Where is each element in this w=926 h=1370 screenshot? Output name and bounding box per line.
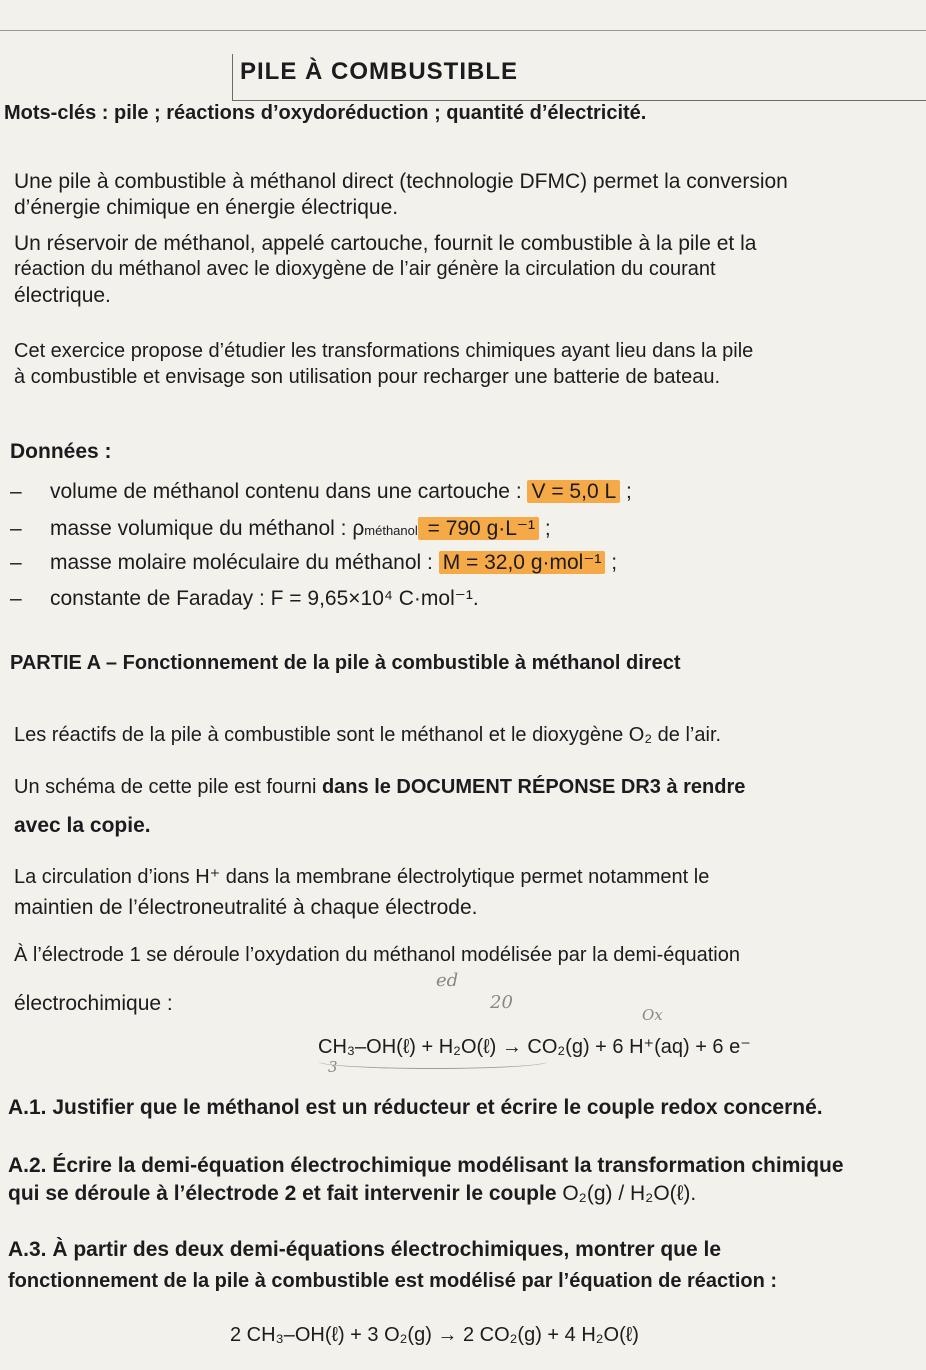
pencil-note-ed: ed [436, 970, 459, 991]
question-a3-l1: A.3. À partir des deux demi-équations électrochimiques, montrer que le [8, 1238, 722, 1261]
donnee-masse-volumique: – masse volumique du méthanol : ρméthanol = 790 g·L⁻¹ ; [10, 517, 551, 540]
partie-a-heading: PARTIE A – Fonctionnement de la pile à combustible à méthanol direct [10, 652, 681, 674]
intro-p1-l1: Une pile à combustible à méthanol direct (technologie DFMC) permet la conversion [14, 170, 788, 193]
intro-p2-l2: réaction du méthanol avec le dioxygène de l’air génère la circulation du courant [14, 258, 716, 280]
top-rule [0, 30, 926, 31]
pencil-note-3: 3 [328, 1058, 338, 1076]
donnee-faraday: – constante de Faraday : F = 9,65×10⁴ C·mol⁻¹. [10, 587, 479, 610]
partie-a-p4-l1: À l’électrode 1 se déroule l’oxydation du méthanol modélisée par la demi-équation [14, 944, 740, 966]
partie-a-p2-l2: avec la copie. [14, 814, 151, 837]
partie-a-p1: Les réactifs de la pile à combustible sont le méthanol et le dioxygène O₂ de l’air. [14, 724, 722, 746]
donnee-volume: – volume de méthanol contenu dans une cartouche : V = 5,0 L ; [10, 480, 632, 503]
question-a2-l2: qui se déroule à l’électrode 2 et fait intervenir le couple O₂(g) / H₂O(ℓ). [8, 1182, 697, 1205]
question-a2-l1: A.2. Écrire la demi-équation électrochimique modélisant la transformation chimique [8, 1154, 844, 1177]
highlight-masse-volumique: = 790 g·L⁻¹ [418, 517, 539, 540]
pencil-note-ox: Ox [642, 1006, 663, 1024]
page-title: PILE À COMBUSTIBLE [240, 58, 519, 85]
intro-p1-l2: d’énergie chimique en énergie électrique. [14, 196, 399, 219]
intro-p3-l1: Cet exercice propose d’étudier les transformations chimiques ayant lieu dans la pile [14, 340, 754, 362]
partie-a-p3-l2: maintien de l’électroneutralité à chaque électrode. [14, 896, 478, 919]
question-a3-l2: fonctionnement de la pile à combustible est modélisé par l’équation de réaction : [8, 1270, 778, 1292]
highlight-masse-molaire: M = 32,0 g·mol⁻¹ [439, 551, 606, 574]
highlight-volume: V = 5,0 L [527, 480, 620, 503]
partie-a-p3-l1: La circulation d’ions H⁺ dans la membrane électrolytique permet notamment le [14, 866, 710, 888]
donnees-heading: Données : [10, 440, 112, 463]
equation-oxydation-methanol: CH₃–OH(ℓ) + H₂O(ℓ) → CO₂(g) + 6 H⁺(aq) + 6 e⁻ [318, 1036, 751, 1058]
equation-bilan: 2 CH₃–OH(ℓ) + 3 O₂(g) → 2 CO₂(g) + 4 H₂O(ℓ) [230, 1324, 639, 1346]
partie-a-p4-l2: électrochimique : [14, 992, 173, 1015]
keywords-line: Mots-clés : pile ; réactions d’oxydoréduction ; quantité d’électricité. [4, 102, 647, 124]
pencil-note-20: 20 [490, 992, 513, 1013]
intro-p2-l1: Un réservoir de méthanol, appelé cartouche, fournit le combustible à la pile et la [14, 232, 757, 255]
question-a1: A.1. Justifier que le méthanol est un réducteur et écrire le couple redox concerné. [8, 1096, 823, 1119]
partie-a-p2-l1: Un schéma de cette pile est fourni dans le DOCUMENT RÉPONSE DR3 à rendre [14, 776, 746, 798]
intro-p3-l2: à combustible et envisage son utilisation pour recharger une batterie de bateau. [14, 366, 721, 388]
donnee-masse-molaire: – masse molaire moléculaire du méthanol : M = 32,0 g·mol⁻¹ ; [10, 551, 618, 574]
intro-p2-l3: électrique. [14, 284, 111, 307]
